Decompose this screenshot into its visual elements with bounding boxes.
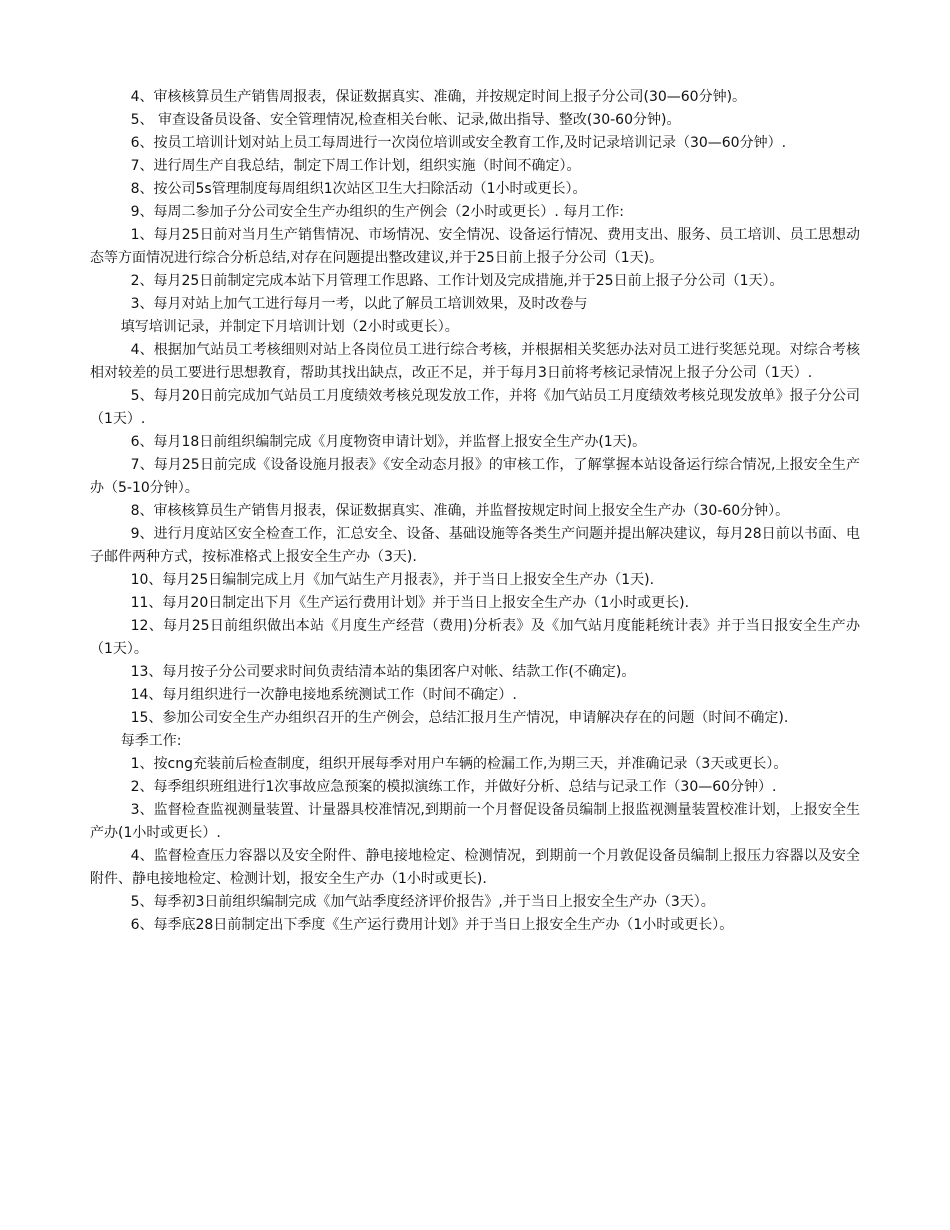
paragraph-monthly-12: 12、每月25日前组织做出本站《月度生产经营（费用)分析表》及《加气站月度能耗统计表》并于当日报安全生产办（1天）。 <box>90 618 860 657</box>
paragraph-monthly-11: 11、每月20日制定出下月《生产运行费用计划》并于当日上报安全生产办（1小时或更长). <box>130 595 690 611</box>
paragraph-monthly-13: 13、每月按子分公司要求时间负责结清本站的集团客户对帐、结款工作(不确定)。 <box>130 664 636 680</box>
paragraph-quarterly-2: 2、每季组织班组进行1次事故应急预案的模拟演练工作，并做好分析、总结与记录工作（30—60分钟）. <box>130 779 777 795</box>
paragraph-monthly-3-continued: 填写培训记录，并制定下月培训计划（2小时或更长）。 <box>120 319 459 335</box>
paragraph-quarterly-6: 6、每季底28日前制定出下季度《生产运行费用计划》并于当日上报安全生产办（1小时或更长）。 <box>130 917 734 933</box>
paragraph-monthly-3: 3、每月对站上加气工进行每月一考，以此了解员工培训效果，及时改卷与 <box>130 296 588 312</box>
paragraph-monthly-5: 5、每月20日前完成加气站员工月度绩效考核兑现发放工作，并将《加气站员工月度绩效考核兑现发放单》报子分公司（1天）. <box>90 388 860 427</box>
paragraph-weekly-8: 8、按公司5s管理制度每周组织1次站区卫生大扫除活动（1小时或更长）。 <box>130 181 587 197</box>
paragraph-monthly-8: 8、审核核算员生产销售月报表，保证数据真实、准确，并监督按规定时间上报安全生产办（30-60分钟）。 <box>130 503 790 519</box>
paragraph-quarterly-1: 1、按cng充装前后检查制度，组织开展每季对用户车辆的检漏工作,为期三天，并准确记录（3天或更长）。 <box>130 756 788 772</box>
paragraph-monthly-14: 14、每月组织进行一次静电接地系统测试工作（时间不确定）. <box>130 687 517 703</box>
paragraph-monthly-7: 7、每月25日前完成《设备设施月报表》《安全动态月报》的审核工作，了解掌握本站设备运行综合情况,上报安全生产办（5-10分钟）。 <box>90 457 860 496</box>
paragraph-monthly-2: 2、每月25日前制定完成本站下月管理工作思路、工作计划及完成措施,并于25日前上报子分公司（1天）。 <box>130 273 784 289</box>
paragraph-quarterly-3: 3、监督检查监视测量装置、计量器具校准情况,到期前一个月督促设备员编制上报监视测量装置校准计划，上报安全生产办(1小时或更长）. <box>90 802 860 841</box>
paragraph-monthly-10: 10、每月25日编制完成上月《加气站生产月报表》，并于当日上报安全生产办（1天). <box>130 572 655 588</box>
paragraph-weekly-9: 9、每周二参加子分公司安全生产办组织的生产例会（2小时或更长）. 每月工作: <box>130 204 625 220</box>
paragraph-quarterly-4: 4、监督检查压力容器以及安全附件、静电接地检定、检测情况，到期前一个月敦促设备员编制上报压力容器以及安全附件、静电接地检定、检测计划，报安全生产办（1小时或更长). <box>90 848 860 887</box>
paragraph-quarterly-5: 5、每季初3日前组织编制完成《加气站季度经济评价报告》,并于当日上报安全生产办（3天）。 <box>130 894 715 910</box>
paragraph-monthly-9: 9、进行月度站区安全检查工作，汇总安全、设备、基础设施等各类生产问题并提出解决建议，每月28日前以书面、电子邮件两种方式，按标准格式上报安全生产办（3天). <box>90 526 860 565</box>
paragraph-monthly-4: 4、根据加气站员工考核细则对站上各岗位员工进行综合考核，并根据相关奖惩办法对员工进行奖惩兑现。对综合考核相对较差的员工要进行思想教育，帮助其找出缺点，改正不足，并于每月3日前将考核记录情况上报子分公司（1天）. <box>90 342 860 381</box>
paragraph-monthly-6: 6、每月18日前组织编制完成《月度物资申请计划》，并监督上报安全生产办(1天)。 <box>130 434 647 450</box>
paragraph-weekly-5: 5、 审查设备员设备、安全管理情况,检查相关台帐、记录,做出指导、整改(30-60分钟)。 <box>130 112 681 128</box>
paragraph-weekly-6: 6、按员工培训计划对站上员工每周进行一次岗位培训或安全教育工作,及时记录培训记录（30—60分钟）. <box>130 135 787 151</box>
paragraph-weekly-4: 4、审核核算员生产销售周报表，保证数据真实、准确，并按规定时间上报子分公司(30—60分钟)。 <box>130 89 747 105</box>
paragraph-weekly-7: 7、进行周生产自我总结，制定下周工作计划，组织实施（时间不确定）。 <box>130 158 581 174</box>
paragraph-monthly-1: 1、每月25日前对当月生产销售情况、市场情况、安全情况、设备运行情况、费用支出、服务、员工培训、员工思想动态等方面情况进行综合分析总结,对存在问题提出整改建议,并于25日前上报子分公司（1天)。 <box>90 227 860 266</box>
paragraph-monthly-15: 15、参加公司安全生产办组织召开的生产例会，总结汇报月生产情况，申请解决存在的问题（时间不确定). <box>130 710 789 726</box>
section-heading-quarterly: 每季工作: <box>120 733 182 749</box>
